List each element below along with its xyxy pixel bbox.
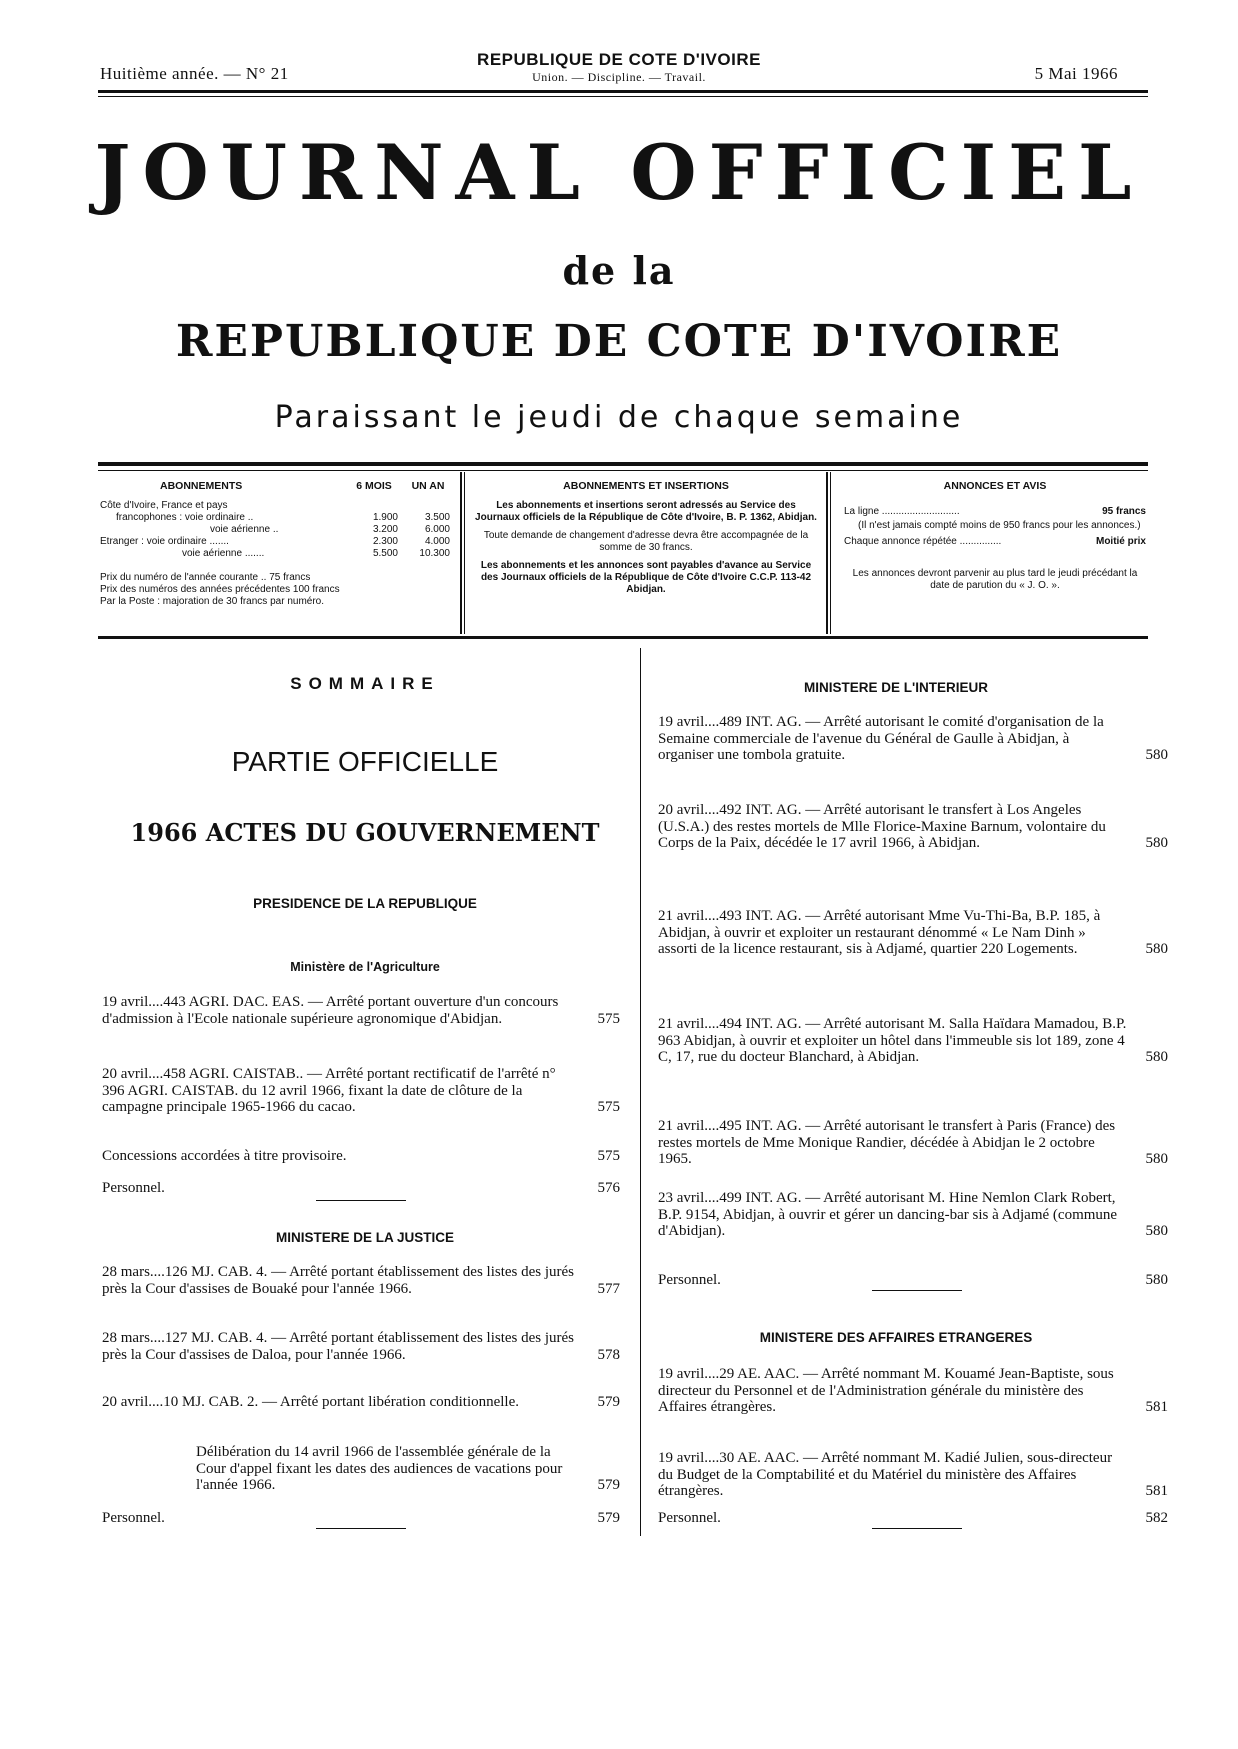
justice-heading: MINISTERE DE LA JUSTICE	[275, 1230, 455, 1245]
journal-title: JOURNAL OFFICIEL	[94, 128, 1144, 217]
list-item: 19 avril....489 INT. AG. — Arrêté autorisant le comité d'organisation de la Semaine commerciale de l'avenue du Général de Gaulle à Abidjan, à organiser une tombola gratuite. 580	[658, 714, 1168, 763]
page-number: 579	[597, 1394, 620, 1410]
page-number: 580	[1145, 835, 1168, 851]
annonces-deadline: Les annonces devront parvenir au plus tard le jeudi précédant la date de parution du « J. O. ».	[852, 568, 1138, 591]
abonnements-box	[100, 480, 450, 608]
box-bottom-rule	[98, 636, 1148, 639]
separator	[872, 1528, 962, 1529]
list-item: 19 avril....30 AE. AAC. — Arrêté nommant M. Kadié Julien, sous-directeur du Budget de la Comptabilité et du Matériel du ministère des Affaires étrangères. 581	[658, 1450, 1168, 1499]
list-item: Personnel. 579	[102, 1510, 620, 1526]
annonces-box	[844, 480, 1146, 592]
list-item: Concessions accordées à titre provisoire. 575	[102, 1148, 620, 1164]
box-divider-thin	[464, 472, 465, 634]
header-rule	[98, 90, 1148, 93]
price-line: Par la Poste : majoration de 30 francs par numéro.	[100, 596, 325, 607]
list-item: Personnel. 582	[658, 1510, 1168, 1526]
annonces-note: (Il n'est jamais compté moins de 950 francs pour les annonces.)	[858, 520, 1141, 531]
abonnement-row: francophones : voie ordinaire .. 1.900 3.500	[116, 512, 450, 523]
page-number: 580	[1145, 1049, 1168, 1065]
journal-de-la: de la	[562, 248, 676, 293]
journal-republic: REPUBLIQUE DE COTE D'IVOIRE	[175, 316, 1063, 367]
insertions-box	[474, 480, 818, 596]
annonces-heading: ANNONCES ET AVIS	[943, 480, 1047, 492]
price-line: Prix des numéros des années précédentes 100 francs	[100, 584, 340, 595]
page-number: 580	[1145, 941, 1168, 957]
page-number: 579	[597, 1477, 620, 1493]
actes-heading: 1966 ACTES DU GOUVERNEMENT	[130, 818, 600, 847]
box-top-rule	[98, 462, 1148, 466]
box-divider-thin	[830, 472, 831, 634]
separator	[872, 1290, 962, 1291]
page-number: 582	[1145, 1510, 1168, 1526]
column-divider	[640, 648, 641, 1536]
insertions-heading: ABONNEMENTS ET INSERTIONS	[563, 480, 729, 492]
issue-date: 5 Mai 1966	[1034, 64, 1118, 83]
list-item: Personnel. 576	[102, 1180, 620, 1196]
repeat-label: Chaque annonce répétée ...............	[844, 536, 1002, 547]
etrangeres-heading: MINISTERE DES AFFAIRES ETRANGERES	[759, 1330, 1033, 1345]
list-item: 20 avril....10 MJ. CAB. 2. — Arrêté portant libération conditionnelle. 579	[102, 1394, 620, 1410]
partie-officielle: PARTIE OFFICIELLE	[231, 746, 499, 777]
abonnements-heading: ABONNEMENTS	[160, 480, 243, 492]
page-number: 578	[597, 1346, 620, 1363]
insertions-text-2: Toute demande de changement d'adresse devra être accompagnée de la somme de 30 francs.	[483, 530, 809, 553]
abonnement-row: Etranger : voie ordinaire ....... 2.300 4.000	[100, 536, 450, 547]
page-number: 575	[597, 1148, 620, 1164]
page-number: 576	[597, 1180, 620, 1196]
page-number: 580	[1145, 1223, 1168, 1239]
col-6mois: 6 MOIS	[356, 480, 392, 492]
box-divider	[826, 472, 828, 634]
list-item: 19 avril....443 AGRI. DAC. EAS. — Arrêté portant ouverture d'un concours d'admission à l'Ecole nationale supérieure agronomique d'Abidjan. 575	[102, 994, 620, 1027]
box-divider	[460, 472, 462, 634]
list-item: 20 avril....458 AGRI. CAISTAB.. — Arrêté portant rectificatif de l'arrêté n° 396 AGRI. CAISTAB. du 12 avril 1966, fixant la date de clôture de la campagne principale 1965-1966 du cacao. 575	[102, 1066, 620, 1115]
list-item: Délibération du 14 avril 1966 de l'assemblée générale de la Cour d'appel fixant les dates des audiences de vacations pour l'année 1966. 579	[196, 1444, 620, 1493]
agriculture-heading: Ministère de l'Agriculture	[290, 960, 440, 974]
page-number: 581	[1145, 1399, 1168, 1415]
presidence-heading: PRESIDENCE DE LA REPUBLIQUE	[253, 896, 477, 911]
page-number: 580	[1145, 1151, 1168, 1167]
header-motto: Union. — Discipline. — Travail.	[532, 70, 706, 84]
insertions-text-1: Les abonnements et insertions seront adressés au Service des Journaux officiels de la République de Côte d'Ivoire, B. P. 1362, Abidjan.	[475, 500, 817, 523]
separator	[316, 1200, 406, 1201]
page-number: 575	[597, 1010, 620, 1027]
list-item: 23 avril....499 INT. AG. — Arrêté autorisant M. Hine Nemlon Clark Robert, B.P. 9154, Abidjan, à ouvrir et gérer un dancing-bar sis à Adjamé (commune d'Abidjan). 580	[658, 1190, 1168, 1239]
list-item: 21 avril....495 INT. AG. — Arrêté autorisant le transfert à Paris (France) des restes mortels de Mme Monique Randier, décédée à Abidjan le 2 octobre 1965. 580	[658, 1118, 1168, 1167]
page-number: 580	[1145, 1272, 1168, 1288]
list-item: 28 mars....126 MJ. CAB. 4. — Arrêté portant établissement des listes des jurés près la Cour d'assises de Bouaké pour l'année 1966. 577	[102, 1264, 620, 1297]
list-item: 20 avril....492 INT. AG. — Arrêté autorisant le transfert à Los Angeles (U.S.A.) des restes mortels de Mlle Florice-Maxine Barnum, volontaire du Corps de la Paix, décédée le 17 avril 1966, à Abidjan. 580	[658, 802, 1168, 851]
page-number: 580	[1145, 747, 1168, 763]
issue-number: Huitième année. — N° 21	[100, 64, 289, 83]
repeat-price: Moitié prix	[1095, 536, 1146, 547]
separator	[316, 1528, 406, 1529]
page-number: 575	[597, 1099, 620, 1115]
abonnement-row: Côte d'Ivoire, France et pays	[100, 500, 228, 511]
journal-tagline: Paraissant le jeudi de chaque semaine	[274, 400, 964, 435]
header-republic: REPUBLIQUE DE COTE D'IVOIRE	[477, 50, 761, 69]
list-item: 19 avril....29 AE. AAC. — Arrêté nommant M. Kouamé Jean-Baptiste, sous directeur du Personnel et de l'Administration générale du ministère des Affaires étrangères. 581	[658, 1366, 1168, 1415]
list-item: 28 mars....127 MJ. CAB. 4. — Arrêté portant établissement des listes des jurés près la Cour d'assises de Daloa, pour l'année 1966. 578	[102, 1330, 620, 1363]
insertions-text-3: Les abonnements et les annonces sont payables d'avance au Service des Journaux officiels de la République de Côte d'Ivoire C.C.P. 113-42 Abidjan.	[480, 560, 812, 595]
price-line: Prix du numéro de l'année courante .. 75 francs	[100, 572, 311, 583]
page-number: 579	[597, 1510, 620, 1526]
page-number: 581	[1145, 1483, 1168, 1499]
box-top-rule-thin	[98, 470, 1148, 471]
ligne-label: La ligne ............................	[844, 506, 960, 517]
abonnement-row: voie aérienne .. 3.200 6.000	[210, 524, 450, 535]
ligne-price: 95 francs	[1102, 506, 1146, 517]
list-item: 21 avril....494 INT. AG. — Arrêté autorisant M. Salla Haïdara Mamadou, B.P. 963 Abidjan, à ouvrir et exploiter un hôtel dans l'immeuble sis lot 189, zone 4 C, 17, rue du docteur Blanchard, à Abidjan. 580	[658, 1016, 1168, 1065]
abonnement-row: voie aérienne ....... 5.500 10.300	[182, 548, 450, 559]
page-number: 577	[597, 1280, 620, 1297]
list-item: 21 avril....493 INT. AG. — Arrêté autorisant Mme Vu-Thi-Ba, B.P. 185, à Abidjan, à ouvrir et exploiter un restaurant dénommé « Le Nam Dinh » assorti de la licence restaurant, sis à Adjamé, quartier 220 Logements. 580	[658, 908, 1168, 957]
header-rule-thin	[98, 96, 1148, 97]
sommaire-title: SOMMAIRE	[290, 674, 440, 693]
col-un-an: UN AN	[411, 480, 445, 492]
list-item: Personnel. 580	[658, 1272, 1168, 1288]
interieur-heading: MINISTERE DE L'INTERIEUR	[804, 680, 988, 695]
